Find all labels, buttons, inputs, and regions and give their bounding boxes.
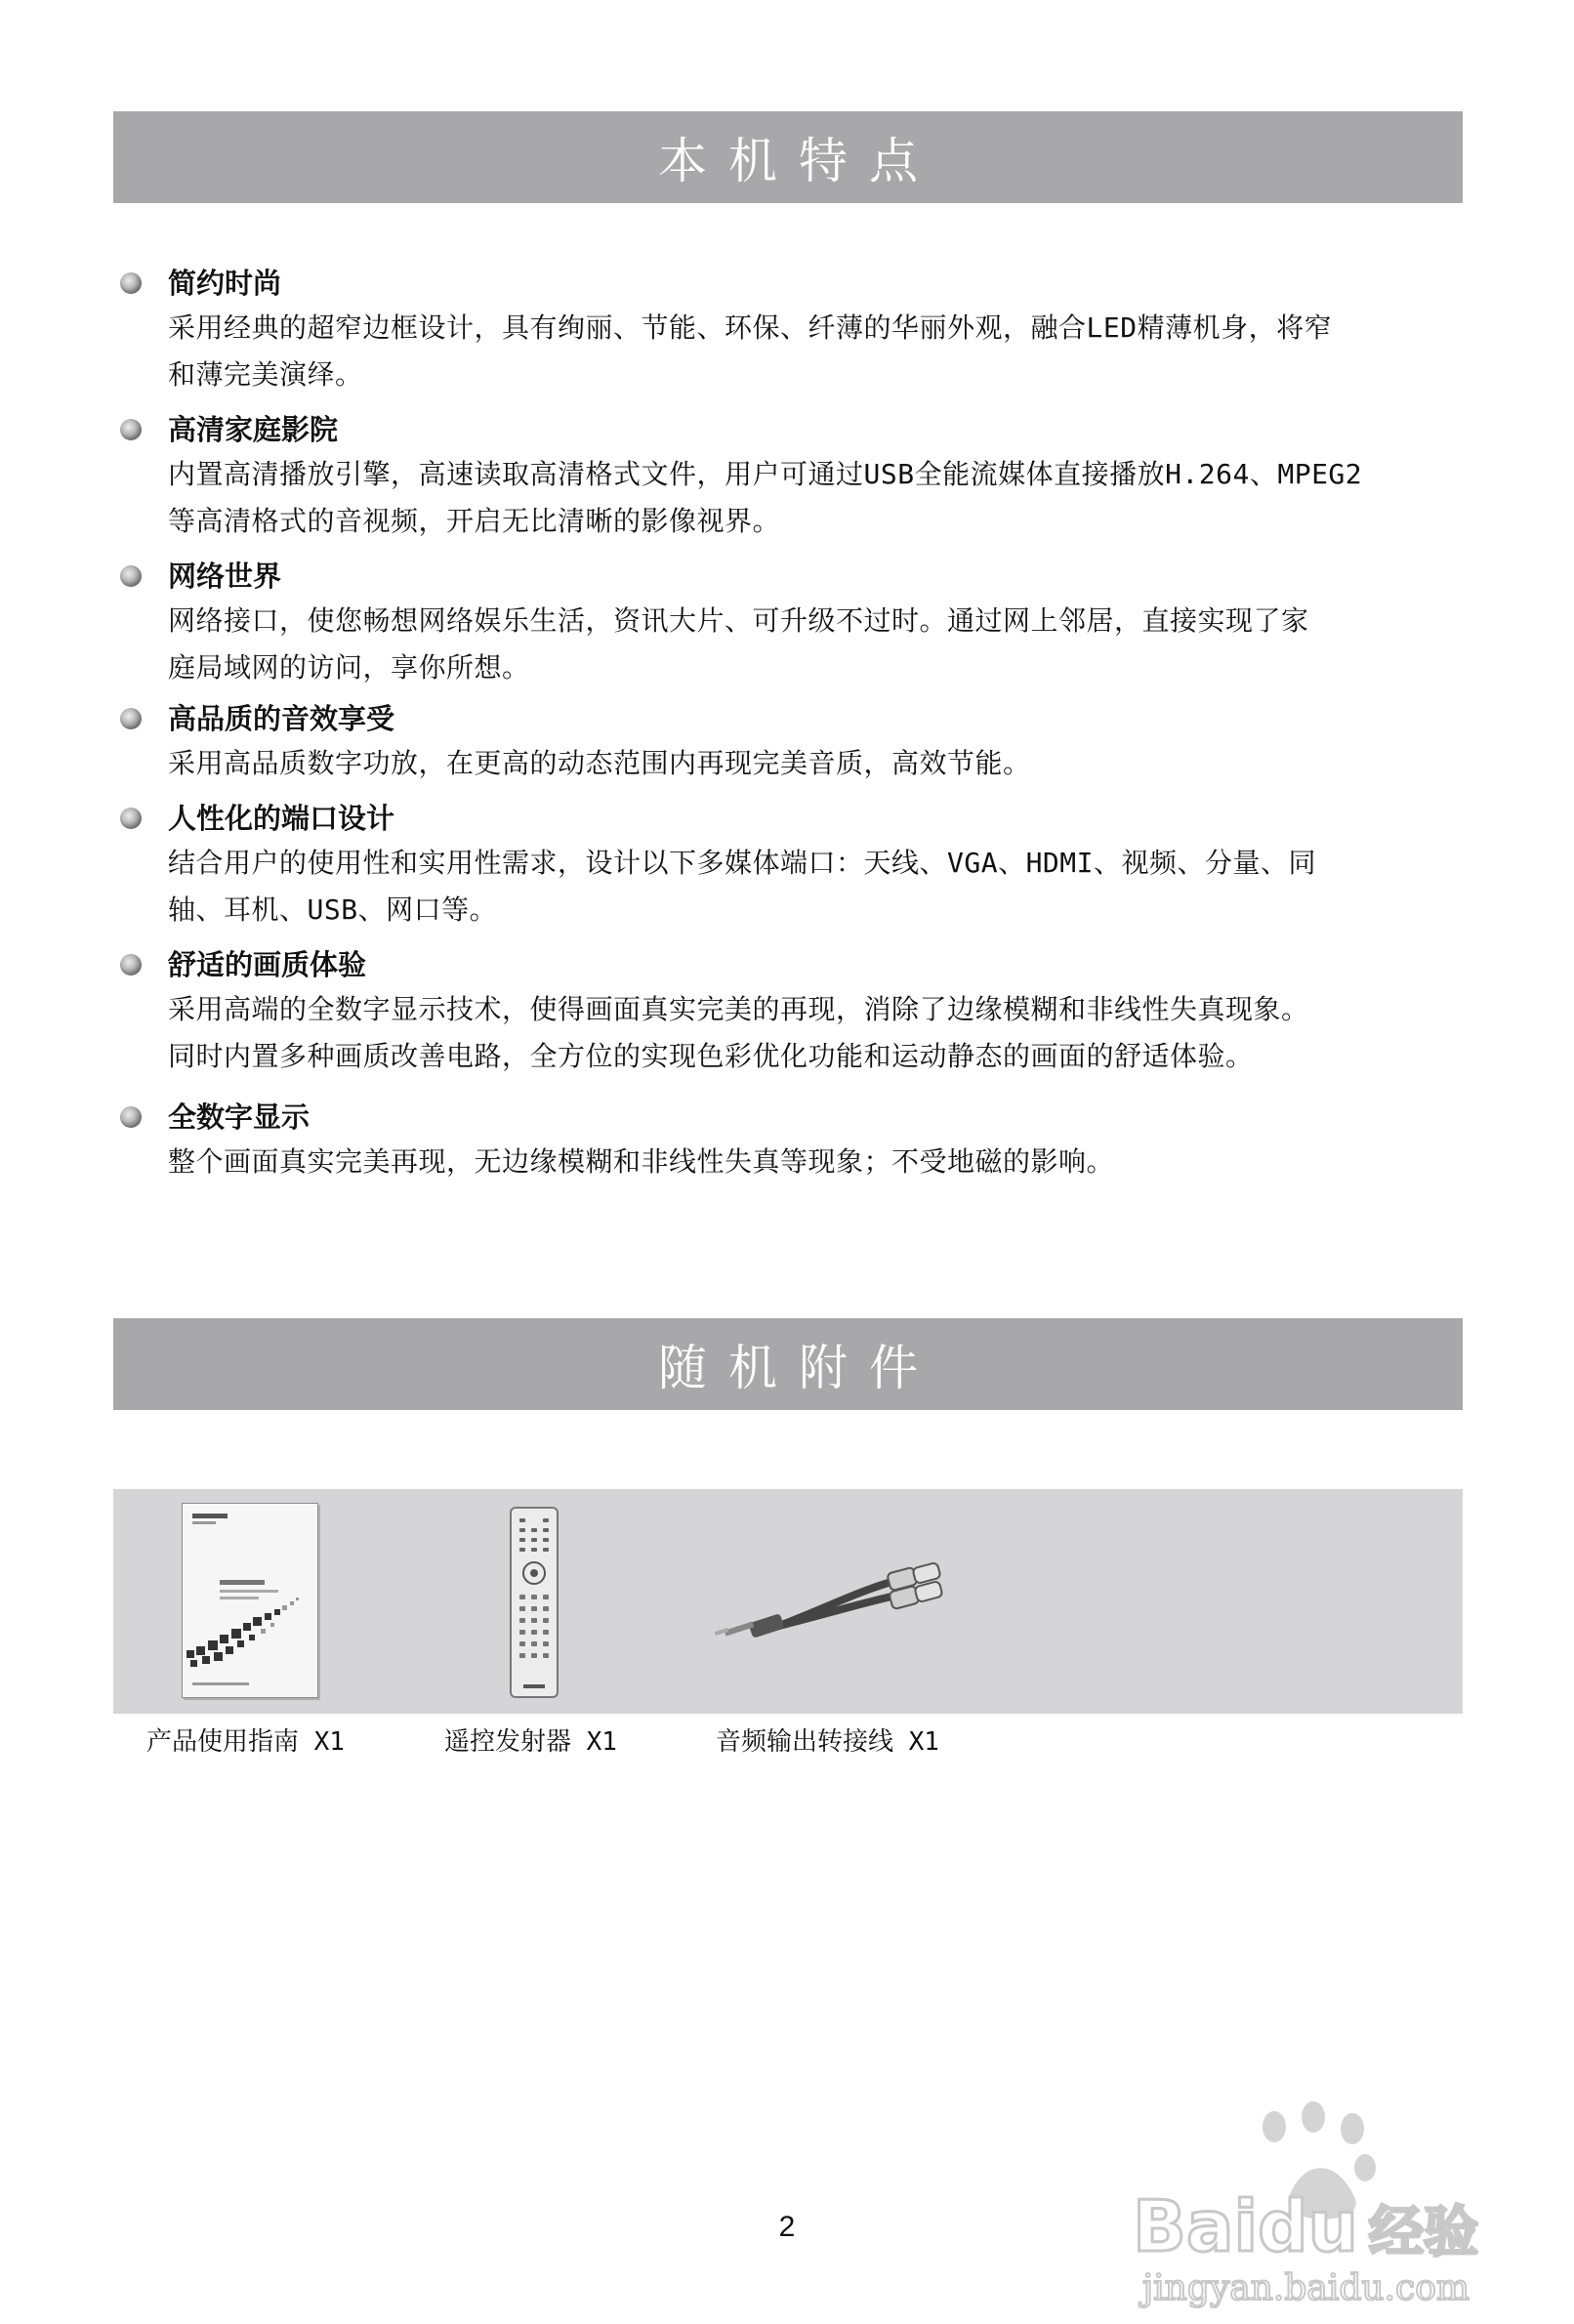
page-number: 2 xyxy=(778,2211,796,2243)
feature-title: 网络世界 xyxy=(168,560,282,593)
feature-description-line: 轴、耳机、USB、网口等。 xyxy=(168,893,498,926)
manual-icon xyxy=(182,1503,318,1698)
feature-title: 高品质的音效享受 xyxy=(168,702,395,735)
feature-description-line: 采用高端的全数字显示技术，使得画面真实完美的再现，消除了边缘模糊和非线性失真现象。 xyxy=(168,993,1309,1025)
section-banner-features xyxy=(113,111,1463,203)
baidu-jingyan-watermark xyxy=(1113,2090,1513,2314)
feature-description-line: 庭局域网的访问，享你所想。 xyxy=(168,651,530,684)
feature-list xyxy=(117,262,1465,1185)
bullet-icon xyxy=(120,419,142,440)
bullet-icon xyxy=(120,1106,142,1128)
feature-title: 全数字显示 xyxy=(168,1100,311,1134)
feature-title: 高清家庭影院 xyxy=(168,413,339,446)
bullet-icon xyxy=(120,954,142,975)
section-title-accessories: 随机附件 xyxy=(658,1340,939,1396)
bullet-icon xyxy=(120,565,142,587)
accessory-image-band xyxy=(113,1489,1463,1714)
feature-description-line: 网络接口，使您畅想网络娱乐生活，资讯大片、可升级不过时。通过网上邻居，直接实现了家 xyxy=(168,604,1309,637)
section-title-features: 本机特点 xyxy=(658,133,939,189)
accessory-label-remote: 遥控发射器 X1 xyxy=(444,1727,617,1757)
feature-description-line: 采用高品质数字功放，在更高的动态范围内再现完美音质，高效节能。 xyxy=(168,747,1031,779)
feature-item xyxy=(117,943,1465,1080)
feature-description-line: 内置高清播放引擎，高速读取高清格式文件，用户可通过USB全能流媒体直接播放H.264、MPEG2 xyxy=(168,458,1363,490)
feature-item xyxy=(117,1096,1465,1185)
feature-title: 舒适的画质体验 xyxy=(168,948,367,981)
feature-description-line: 同时内置多种画质改善电路，全方位的实现色彩优化功能和运动静态的画面的舒适体验。 xyxy=(168,1040,1254,1072)
feature-description-line: 结合用户的使用性和实用性需求，设计以下多媒体端口：天线、VGA、HDMI、视频、分量、同 xyxy=(168,847,1317,879)
feature-description-line: 采用经典的超窄边框设计，具有绚丽、节能、环保、纤薄的华丽外观，融合LED精薄机身，将窄 xyxy=(168,311,1333,344)
watermark-brand-cn: 经验 xyxy=(1369,2201,1478,2264)
feature-title: 人性化的端口设计 xyxy=(168,802,395,835)
accessory-label-manual: 产品使用指南 X1 xyxy=(146,1727,345,1757)
bullet-icon xyxy=(120,708,142,729)
section-banner-accessories xyxy=(113,1318,1463,1410)
remote-buttons-graphic xyxy=(512,1509,557,1696)
feature-description-line: 整个画面真实完美再现，无边缘模糊和非线性失真等现象；不受地磁的影响。 xyxy=(168,1145,1115,1178)
feature-description-line: 等高清格式的音视频，开启无比清晰的影像视界。 xyxy=(168,505,781,537)
bullet-icon xyxy=(120,808,142,829)
feature-description-line: 和薄完美演绎。 xyxy=(168,358,363,391)
feature-item xyxy=(117,408,1465,545)
feature-item xyxy=(117,262,1465,398)
manual-cubes-graphic xyxy=(183,1504,317,1697)
audio-cable-icon xyxy=(711,1538,965,1665)
feature-item xyxy=(117,555,1465,691)
feature-title: 简约时尚 xyxy=(168,267,282,300)
remote-control-icon xyxy=(510,1507,559,1698)
feature-item xyxy=(117,697,1465,787)
watermark-brand: Baidu xyxy=(1133,2185,1358,2267)
feature-item xyxy=(117,797,1465,934)
accessory-label-cable: 音频输出转接线 X1 xyxy=(716,1727,939,1757)
accessory-labels xyxy=(0,1722,1574,1762)
watermark-url: jingyan.baidu.com xyxy=(1142,2268,1470,2308)
bullet-icon xyxy=(120,272,142,294)
